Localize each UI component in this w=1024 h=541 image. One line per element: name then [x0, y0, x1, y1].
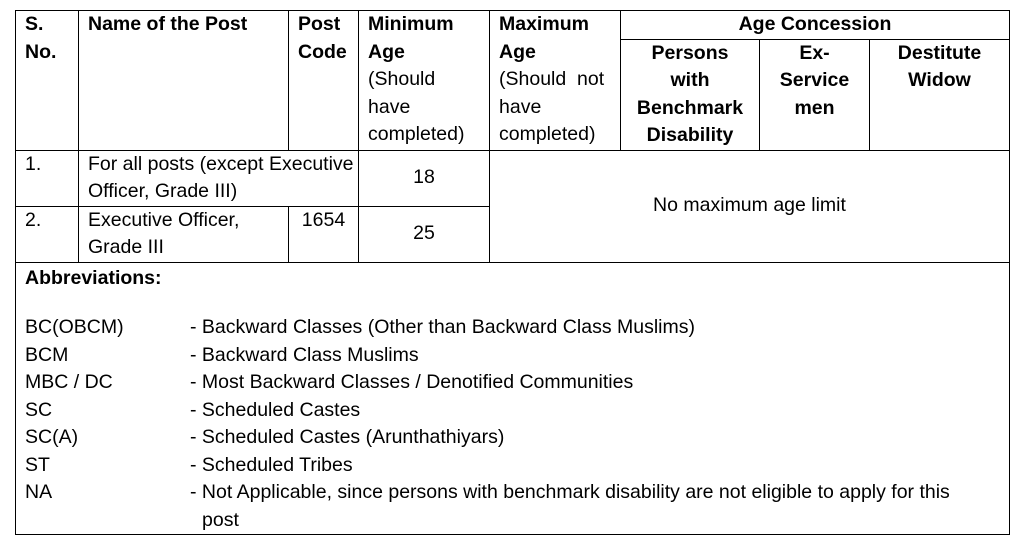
header-min-age-note3: completed)	[368, 123, 465, 145]
row2-min-age-text: 25	[413, 222, 435, 245]
header-name-of-post	[79, 11, 289, 151]
header-pwbd-line2: with	[670, 69, 710, 91]
header-min-age-line2: Age	[368, 40, 405, 63]
abbr-value-text: - Scheduled Castes	[190, 398, 361, 421]
row2-name	[79, 206, 289, 262]
header-sno-text: S. No.	[25, 13, 57, 63]
abbr-value	[190, 369, 1000, 397]
no-max-age-cell	[490, 150, 1010, 262]
row2-sno-text: 2.	[25, 208, 42, 231]
header-ex-servicemen-line2: Service	[779, 69, 850, 91]
abbreviations-title: Abbreviations:	[25, 266, 162, 289]
header-post-code	[289, 11, 359, 151]
abbr-key: BC(OBCM)	[25, 316, 124, 338]
header-max-age-note2: have	[499, 95, 542, 118]
row1-min-age-text: 18	[413, 166, 435, 189]
abbr-value	[190, 342, 1000, 370]
header-min-age-note1: (Should	[368, 68, 436, 90]
abbr-value-text: - Scheduled Castes (Arunthathiyars)	[190, 426, 505, 448]
list-item	[25, 314, 1000, 342]
row2-sno	[16, 206, 79, 262]
header-age-concession-text: Age Concession	[738, 13, 892, 35]
abbr-key: SC(A)	[25, 426, 79, 448]
header-max-age-note1: (Should not	[499, 68, 605, 90]
row1-name-text: For all posts (except Executive Officer, Grade III)	[88, 152, 354, 202]
list-item	[25, 479, 1000, 534]
abbr-key: BCM	[25, 343, 69, 366]
row1-sno	[16, 150, 79, 206]
header-ex-servicemen-line3: men	[794, 96, 835, 119]
row1-min-age	[359, 150, 490, 206]
header-max-age-note3: completed)	[499, 123, 596, 145]
abbr-value-text: - Backward Classes (Other than Backward Class Muslims)	[190, 316, 695, 338]
list-item	[25, 397, 1000, 425]
header-min-age	[359, 11, 490, 151]
row2-post-code	[289, 206, 359, 262]
list-item	[25, 424, 1000, 452]
abbreviations-section	[16, 262, 1010, 535]
header-destitute-widow-line1: Destitute	[897, 41, 982, 64]
abbr-value	[190, 479, 950, 534]
table-row	[16, 150, 1010, 206]
abbr-value-text: - Not Applicable, since persons with benchmark disability are not eligible to apply for this post	[190, 481, 950, 531]
header-age-concession	[621, 11, 1010, 40]
header-min-age-note2: have	[368, 95, 411, 118]
header-ex-servicemen-line1: Ex-	[799, 41, 830, 64]
abbr-value-text: - Most Backward Classes / Denotified Communities	[190, 371, 634, 393]
row2-post-code-text: 1654	[301, 208, 346, 231]
abbr-value	[190, 397, 1000, 425]
abbr-value	[190, 452, 1000, 480]
abbr-value-text: - Scheduled Tribes	[190, 453, 353, 476]
header-sno	[16, 11, 79, 151]
header-min-age-line1: Minimum	[368, 13, 454, 35]
abbr-value-text: - Backward Class Muslims	[190, 343, 419, 366]
header-destitute-widow-line2: Widow	[908, 69, 971, 91]
no-max-age-text: No maximum age limit	[653, 194, 846, 217]
list-item	[25, 452, 1000, 480]
header-max-age	[490, 11, 621, 151]
row2-min-age	[359, 206, 490, 262]
header-destitute-widow	[870, 39, 1010, 150]
header-pwbd-line1: Persons	[651, 41, 729, 64]
abbr-value	[190, 314, 1000, 342]
header-pwbd-line3: Benchmark	[636, 96, 744, 119]
abbr-key: SC	[25, 398, 53, 421]
header-max-age-line2: Age	[499, 40, 536, 63]
header-max-age-line1: Maximum	[499, 13, 589, 35]
row1-sno-text: 1.	[25, 152, 42, 175]
abbr-key: MBC / DC	[25, 371, 113, 393]
row1-name	[79, 150, 359, 206]
header-pwbd	[621, 39, 760, 150]
header-pwbd-line4: Disability	[646, 124, 734, 146]
list-item	[25, 342, 1000, 370]
abbr-value	[190, 424, 1000, 452]
header-post-code-text: Post Code	[298, 13, 347, 63]
header-name-of-post-text: Name of the Post	[88, 13, 248, 35]
abbr-key: ST	[25, 453, 50, 476]
abbr-key: NA	[25, 481, 53, 503]
header-ex-servicemen	[760, 39, 870, 150]
row2-name-text: Executive Officer, Grade III	[88, 208, 240, 258]
list-item	[25, 369, 1000, 397]
age-limit-table	[15, 10, 1010, 535]
